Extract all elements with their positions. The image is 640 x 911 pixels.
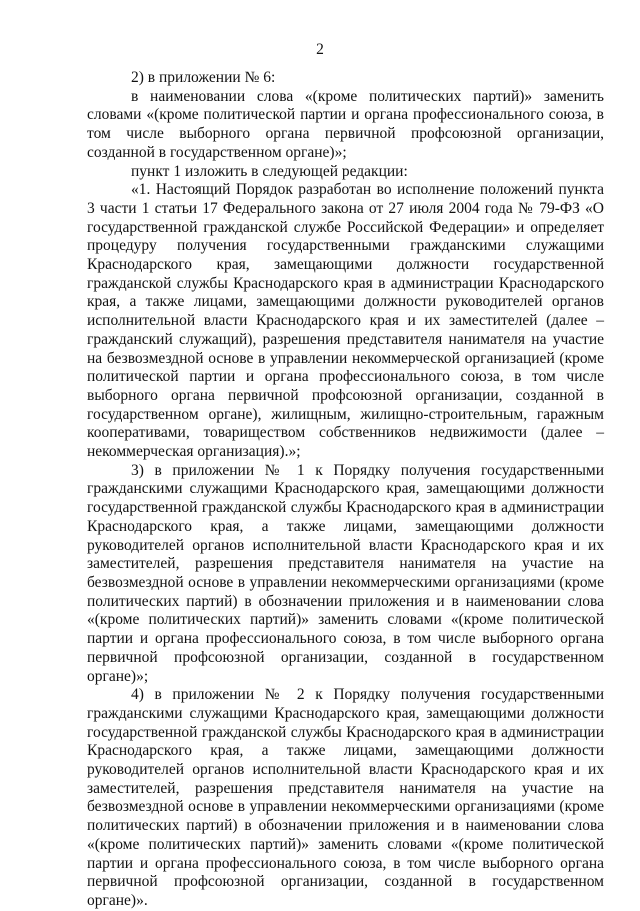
document-body — [87, 69, 604, 911]
paragraph-item-3: 3) в приложении № 1 к Порядку получения государственными гражданскими служащими Краснодарского края, замещающими должности государственной гражданской службы Краснодарского края в администрации Краснодарского края, а также лицами, замещающими должности руководителей органов исполнительной власти Краснодарского края и их заместителей, разрешения представителя нанимателя на участие на безвозмездной основе в управлении некоммерческими организациями (кроме политических партий) в обозначении приложения и в наименовании слова «(кроме политических партий)» заменить словами «(кроме политической партии и органа профессионального союза, в том числе выборного органа первичной профсоюзной организации, созданной в государственном органе)»; — [87, 461, 604, 685]
paragraph-item-4: 4) в приложении № 2 к Порядку получения государственными гражданскими служащими Краснодарского края, замещающими должности государственной гражданской службы Краснодарского края в администрации Краснодарского края, а также лицами, замещающими должности руководителей органов исполнительной власти Краснодарского края и их заместителей, разрешения представителя нанимателя на участие на безвозмездной основе в управлении некоммерческими организациями (кроме политических партий) в обозначении приложения и в наименовании слова «(кроме политических партий)» заменить словами «(кроме политической партии и органа профессионального союза, в том числе выборного органа первичной профсоюзной организации, созданной в государственном органе)». — [87, 686, 604, 909]
page-number: 2 — [316, 41, 324, 58]
paragraph-point-1-text: «1. Настоящий Порядок разработан во исполнение положений пункта 3 части 1 статьи 17 Федерального закона от 27 июля 2004 года № 79-ФЗ «О государственной гражданской службе Российской Федерации» и определяет процедуру получения государственными гражданскими служащими Краснодарского края, замещающими должности государственной гражданской службы Краснодарского края в администрации Краснодарского края, а также лицами, замещающими должности руководителей органов исполнительной власти Краснодарского края и их заместителей (далее – гражданский служащий), разрешения представителя нанимателя на участие на безвозмездной основе в управлении некоммерческой организацией (кроме политической партии и органа профессионального союза, в том числе выборного органа первичной профсоюзной организации, созданной в государственном органе), жилищным, жилищно-строительным, гаражным кооперативами, товариществом собственников недвижимости (далее – некоммерческая организация).»; — [87, 181, 604, 461]
paragraph-title-rename: в наименовании слова «(кроме политических партий)» заменить словами «(кроме политической партии и органа профессионального союза, в том числе выборного органа первичной профсоюзной организации, созданной в государственном органе)»; — [87, 87, 604, 161]
paragraph-item-2: 2) в приложении № 6: — [131, 69, 276, 86]
paragraph-point-1-intro: пункт 1 изложить в следующей редакции: — [131, 162, 408, 180]
